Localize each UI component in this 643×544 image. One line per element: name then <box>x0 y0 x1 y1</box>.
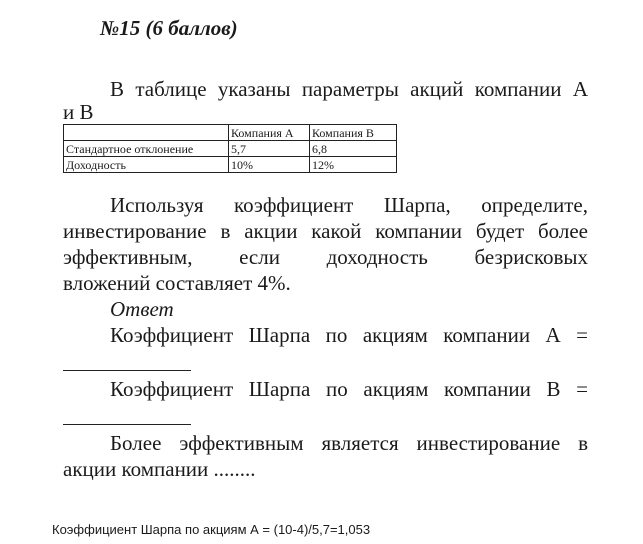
question-line-3: эффективным, если доходность безрисковых <box>63 245 588 269</box>
table-row <box>64 141 397 157</box>
table-header-cell <box>64 125 229 141</box>
table-cell: 10% <box>229 157 310 173</box>
question-line-1: Используя коэффициент Шарпа, определите, <box>110 193 588 217</box>
answer-label: Ответ <box>110 297 174 321</box>
intro-line-1: В таблице указаны параметры акций компании А <box>110 77 588 101</box>
table-header-cell: Компания В <box>310 125 397 141</box>
table-header-row <box>64 125 397 141</box>
table-header-cell: Компания А <box>229 125 310 141</box>
table-cell: 6,8 <box>310 141 397 157</box>
parameters-table <box>63 124 397 173</box>
table-row <box>64 157 397 173</box>
table-cell: Доходность <box>64 157 229 173</box>
intro-line-2: и В <box>63 100 94 124</box>
table-cell: Стандартное отклонение <box>64 141 229 157</box>
task-title: №15 (6 баллов) <box>100 16 238 40</box>
sharpe-a-line: Коэффициент Шарпа по акциям компании А = <box>110 323 588 347</box>
conclusion-line-1: Более эффективным является инвестирование в <box>110 431 588 455</box>
answer-blank-a <box>63 370 191 371</box>
question-line-4: вложений составляет 4%. <box>63 271 291 295</box>
table-cell: 5,7 <box>229 141 310 157</box>
answer-blank-b <box>63 424 191 425</box>
conclusion-line-2: акции компании ........ <box>63 457 256 481</box>
question-line-2: инвестирование в акции какой компании будет более <box>63 219 588 243</box>
table-cell: 12% <box>310 157 397 173</box>
sharpe-a-note: Коэффициент Шарпа по акциям А = (10-4)/5,7=1,053 <box>52 522 371 537</box>
sharpe-b-line: Коэффициент Шарпа по акциям компании В = <box>110 377 588 401</box>
